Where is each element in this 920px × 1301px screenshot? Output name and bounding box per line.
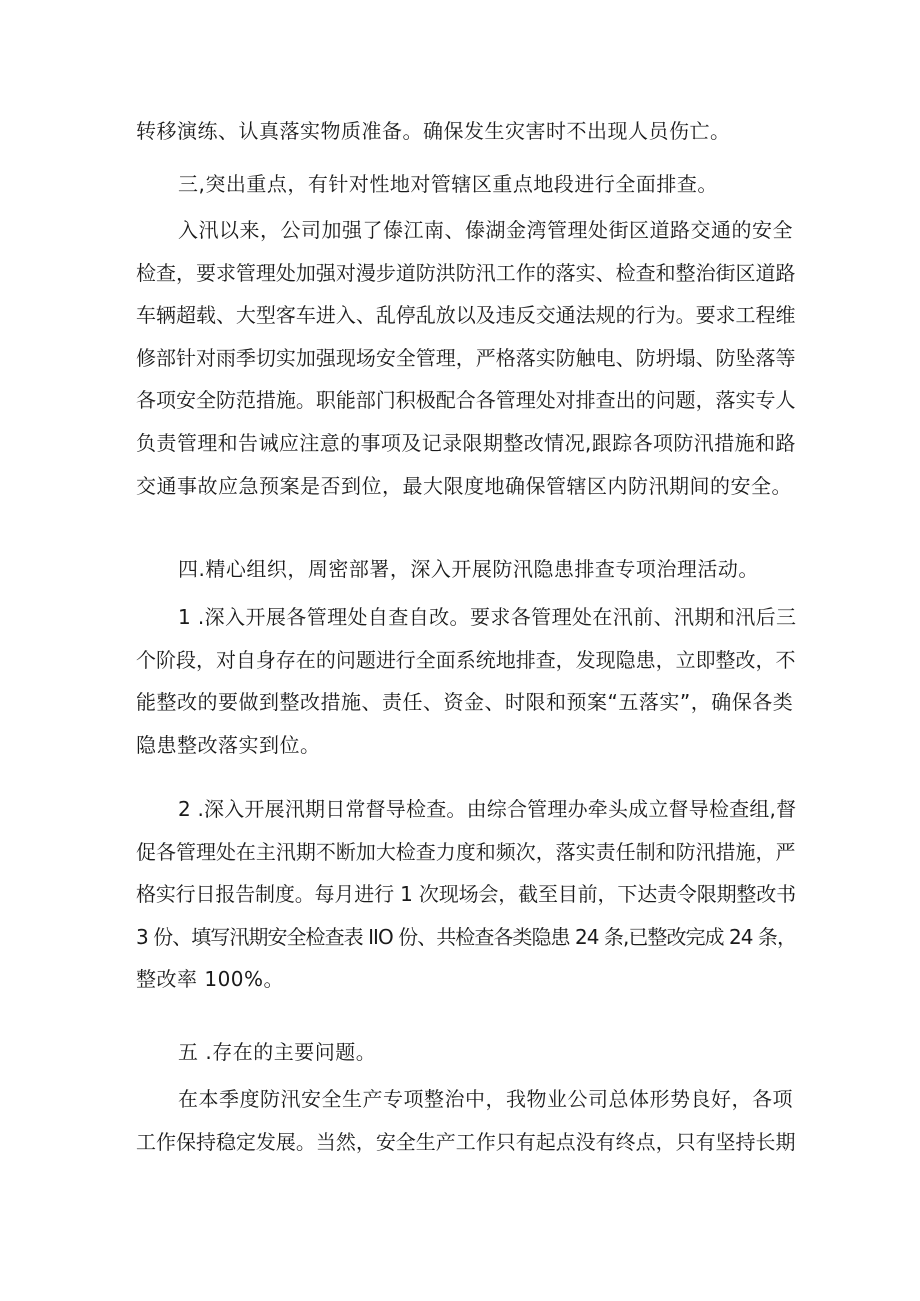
text-line: 修部针对雨季切实加强现场安全管理，严格落实防触电、防坍塌、防坠落等	[136, 345, 796, 370]
body-paragraph	[136, 209, 796, 507]
text-line: 工作保持稳定发展。当然，安全生产工作只有起点没有终点，只有坚持长期	[136, 1129, 796, 1154]
section-heading-5	[136, 1031, 796, 1074]
text-line: 转移演练、认真落实物质准备。确保发生灾害时不出现人员伤亡。	[136, 119, 731, 143]
text-line: 格实行日报告制度。每月进行 1 次现场会，截至目前，下达责令限期整改书	[136, 882, 796, 907]
text-line: 各项安全防范措施。职能部门积极配合各管理处对排查出的问题，落实专人	[136, 388, 796, 413]
text-line: 能整改的要做到整改措施、责任、资金、时限和预案“五落实”，确保各类	[136, 690, 794, 715]
text-line: 个阶段，对自身存在的问题进行全面系统地排查，发现隐患，立即整改，不	[136, 647, 796, 672]
text-line: 交通事故应急预案是否到位，最大限度地确保管辖区内防汛期间的安全。	[136, 473, 792, 498]
text-line: 车辆超载、大型客车进入、乱停乱放以及违反交通法规的行为。要求工程维	[136, 303, 796, 328]
heading-text: 三,突出重点，有针对性地对管辖区重点地段进行全面排查。	[178, 172, 718, 196]
body-paragraph	[136, 1078, 796, 1163]
text-line: 1 .深入开展各管理处自查自改。要求各管理处在汛前、汛期和汛后三	[178, 605, 797, 629]
text-line: 整改率 100%。	[136, 967, 285, 992]
text-line: 在本季度防汛安全生产专项整治中，我物业公司总体形势良好，各项	[178, 1087, 793, 1111]
section-heading-3	[136, 163, 796, 206]
text-line: 入汛以来，公司加强了傣江南、傣湖金湾管理处街区道路交通的安全	[178, 218, 793, 242]
heading-text: 四.精心组织，周密部署，深入开展防汛隐患排查专项治理活动。	[178, 557, 759, 581]
numbered-item-2	[136, 788, 796, 1001]
text-line: 隐患整改落实到位。	[136, 732, 321, 757]
text-line: 促各管理处在主汛期不断加大检查力度和频次，落实责任制和防汛措施，严	[136, 839, 796, 864]
text-line: 3 份、填写汛期安全检查表 IIO 份、共检查各类隐患 24 条,已整改完成 24 条，	[136, 924, 797, 949]
section-heading-4	[136, 548, 796, 591]
text-line: 负责管理和告诫应注意的事项及记录限期整改情况,跟踪各项防汛措施和路	[136, 430, 796, 455]
paragraph-continuation	[136, 110, 796, 153]
text-line: 2 .深入开展汛期日常督导检查。由综合管理办牵头成立督导检查组,督	[178, 797, 797, 821]
text-line: 检查，要求管理处加强对漫步道防洪防汛工作的落实、检查和整治街区道路	[136, 260, 796, 285]
numbered-item-1	[136, 596, 796, 766]
heading-text: 五 .存在的主要问题。	[178, 1040, 377, 1064]
